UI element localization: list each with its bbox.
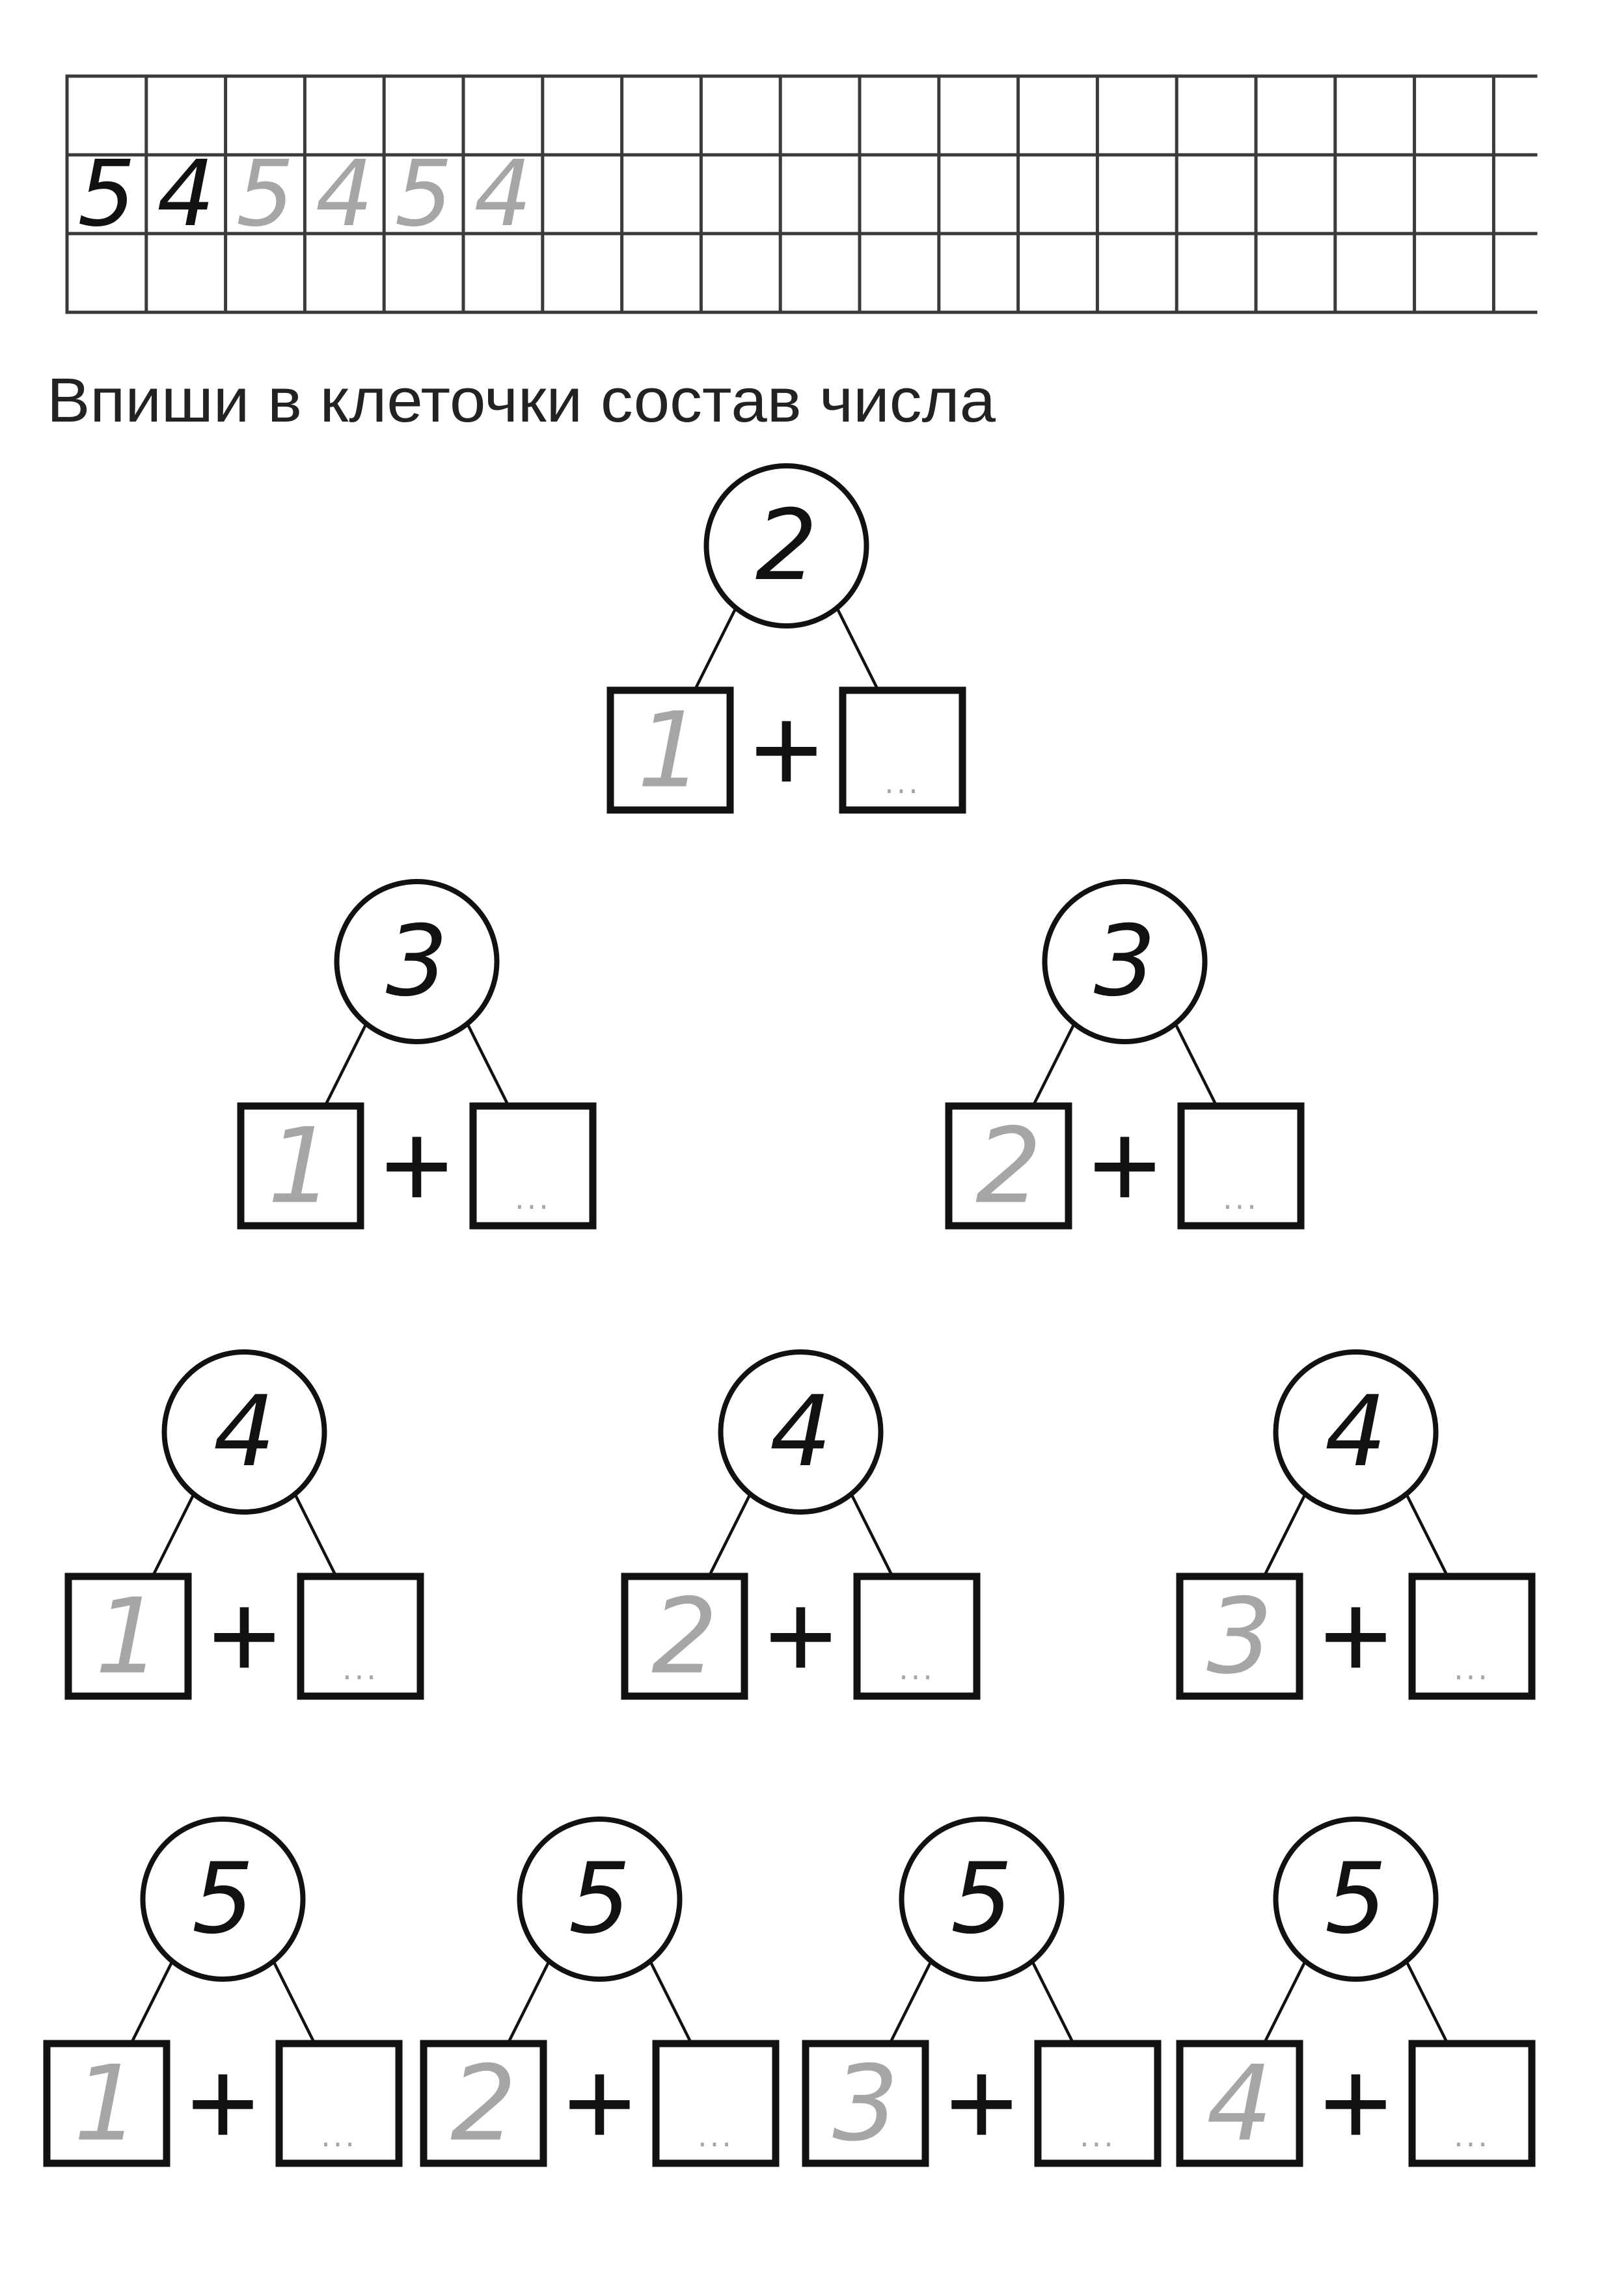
total-number: 5 [191, 1843, 254, 1956]
answer-placeholder-dots: ... [515, 1181, 551, 1216]
answer-placeholder-dots: ... [899, 1651, 935, 1686]
total-number: 5 [568, 1843, 631, 1956]
answer-placeholder-dots: ... [1223, 1181, 1259, 1216]
total-number: 4 [769, 1375, 832, 1489]
answer-placeholder-dots: ... [321, 2118, 357, 2154]
traced-addend-digit: 2 [651, 1575, 718, 1697]
total-number: 4 [1324, 1375, 1387, 1489]
plus-sign: + [946, 2034, 1018, 2172]
traced-addend-digit: 1 [267, 1105, 334, 1227]
total-number: 3 [385, 905, 448, 1018]
traced-addend-digit: 3 [832, 2042, 899, 2165]
practice-digit: 5 [394, 141, 453, 247]
plus-sign: + [1089, 1097, 1161, 1235]
total-number: 5 [950, 1843, 1013, 1956]
plus-sign: + [208, 1567, 280, 1705]
practice-digit: 4 [474, 141, 532, 247]
answer-placeholder-dots: ... [1454, 2118, 1490, 2154]
total-number: 4 [213, 1375, 276, 1489]
plus-sign: + [1320, 1567, 1392, 1705]
total-number: 2 [755, 489, 818, 602]
total-number: 3 [1093, 905, 1156, 1018]
traced-addend-digit: 4 [1206, 2042, 1273, 2165]
plus-sign: + [187, 2034, 259, 2172]
answer-placeholder-dots: ... [1080, 2118, 1116, 2154]
answer-placeholder-dots: ... [884, 765, 921, 800]
plus-sign: + [765, 1567, 837, 1705]
practice-digit: 5 [236, 141, 295, 247]
answer-placeholder-dots: ... [698, 2118, 734, 2154]
traced-addend-digit: 1 [95, 1575, 161, 1697]
plus-sign: + [1320, 2034, 1392, 2172]
traced-addend-digit: 2 [975, 1105, 1042, 1227]
traced-addend-digit: 2 [450, 2042, 517, 2165]
traced-addend-digit: 1 [637, 689, 703, 811]
answer-placeholder-dots: ... [1454, 1651, 1490, 1686]
traced-addend-digit: 3 [1206, 1575, 1273, 1697]
instruction-text: Впиши в клеточки состав числа [47, 366, 996, 435]
traced-addend-digit: 1 [74, 2042, 140, 2165]
plus-sign: + [750, 681, 823, 819]
plus-sign: + [564, 2034, 636, 2172]
practice-digit: 5 [77, 141, 136, 247]
plus-sign: + [381, 1097, 453, 1235]
answer-placeholder-dots: ... [342, 1651, 379, 1686]
practice-digit: 4 [157, 141, 215, 247]
practice-digit: 4 [315, 141, 374, 247]
total-number: 5 [1324, 1843, 1387, 1956]
